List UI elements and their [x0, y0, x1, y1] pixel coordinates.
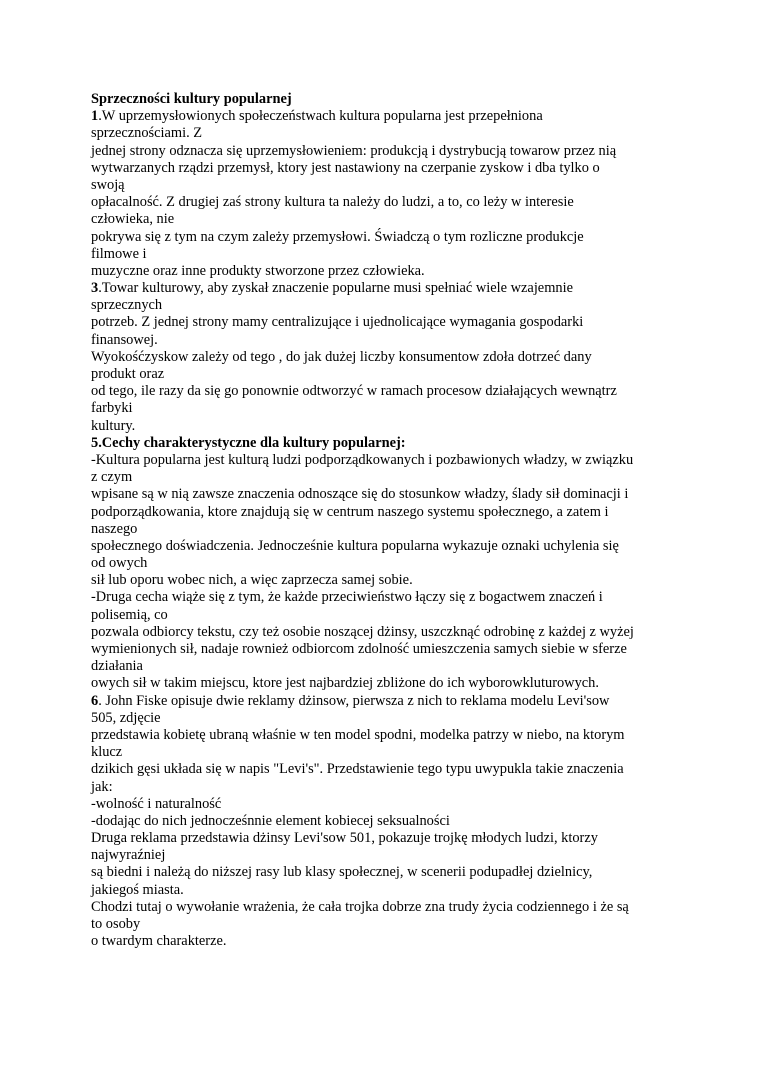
- text-line: sprzecznych: [91, 297, 163, 314]
- text-line: -Druga cecha wiąże się z tym, że każde przeciwieństwo łączy się z bogactwem znaczeń i: [91, 589, 603, 606]
- text-line: 505, zdjęcie: [91, 709, 161, 726]
- paragraph-number: 6: [91, 692, 99, 709]
- text-line: wytwarzanych rządzi przemysł, ktory jest nastawiony na czerpanie zyskow i dba tylko o: [91, 159, 600, 176]
- text-line: opłacalność. Z drugiej zaś strony kultura ta należy do ludzi, a to, co leży w interesie: [91, 194, 574, 211]
- paragraph-number: 1: [91, 108, 99, 125]
- text-line: o twardym charakterze.: [91, 933, 227, 950]
- text-line: swoją: [91, 176, 125, 193]
- text-line: Chodzi tutaj o wywołanie wrażenia, że cała trojka dobrze zna trudy życia codziennego i że są: [91, 898, 629, 915]
- text-line: owych sił w takim miejscu, ktore jest najbardziej zbliżone do ich wyborowkluturowych.: [91, 675, 599, 692]
- text-line: społecznego doświadczenia. Jednocześnie kultura popularna wykazuje oznaki uchylenia się: [91, 537, 619, 554]
- text-line: jakiegoś miasta.: [91, 881, 184, 898]
- section-heading: 5.Cechy charakterystyczne dla kultury popularnej:: [91, 434, 406, 451]
- text-line: naszego: [91, 520, 138, 537]
- text-span: . John Fiske opisuje dwie reklamy dżinsow, pierwsza z nich to reklama modelu Levi'sow: [98, 692, 610, 709]
- text-line: sił lub oporu wobec nich, a więc zaprzecza samej sobie.: [91, 572, 413, 589]
- text-line: [91, 280, 691, 297]
- text-line: farbyki: [91, 400, 133, 417]
- text-span: .W uprzemysłowionych społeczeństwach kultura popularna jest przepełniona: [98, 108, 543, 125]
- text-line: pozwala odbiorcy tekstu, czy też osobie noszącej dżinsy, uszczknąć odrobinę z każdej z wyżej: [91, 623, 634, 640]
- text-line: muzyczne oraz inne produkty stworzone przez człowieka.: [91, 262, 425, 279]
- text-line: pokrywa się z tym na czym zależy przemysłowi. Świadczą o tym rozliczne produkcje: [91, 228, 584, 245]
- text-line: najwyraźniej: [91, 847, 166, 864]
- text-line: -wolność i naturalność: [91, 795, 222, 812]
- text-line: kultury.: [91, 417, 136, 434]
- text-line: finansowej.: [91, 331, 158, 348]
- text-line: Druga reklama przedstawia dżinsy Levi'sow 501, pokazuje trojkę młodych ludzi, ktorzy: [91, 830, 598, 847]
- text-line: produkt oraz: [91, 366, 165, 382]
- text-line: jednej strony odznacza się uprzemysłowieniem: produkcją i dystrybucją towarow przez nią: [91, 142, 617, 159]
- text-line: człowieka, nie: [91, 211, 175, 228]
- paragraph-1: [91, 108, 691, 280]
- text-line: klucz: [91, 744, 123, 761]
- text-span: .Towar kulturowy, aby zyskał znaczenie popularne musi spełniać wiele wzajemnie: [98, 280, 573, 297]
- text-line: to osoby: [91, 916, 141, 932]
- text-line: od tego, ile razy da się go ponownie odtworzyć w ramach procesow działających wewnątrz: [91, 383, 617, 400]
- text-line: [91, 693, 691, 710]
- text-line: -dodając do nich jednocześnnie element kobiecej seksualności: [91, 812, 450, 829]
- paragraph-6: [91, 693, 691, 951]
- paragraph-number: 3: [91, 280, 99, 297]
- text-line: od owych: [91, 555, 148, 572]
- paragraph-3: [91, 280, 691, 435]
- text-line: są biedni i należą do niższej rasy lub klasy społecznej, w scenerii podupadłej dzielnicy,: [91, 864, 593, 881]
- document-page: [91, 91, 691, 950]
- text-line: dzikich gęsi układa się w napis "Levi's". Przedstawienie tego typu uwypukla takie znaczenia: [91, 761, 624, 778]
- text-line: przedstawia kobietę ubraną właśnie w ten model spodni, modelka patrzy w niebo, na ktorym: [91, 726, 625, 743]
- text-line: Wyokośćzyskow zależy od tego , do jak dużej liczby konsumentow zdoła dotrzeć dany: [91, 348, 592, 365]
- text-line: [91, 108, 691, 125]
- text-line: -Kultura popularna jest kulturą ludzi podporządkowanych i pozbawionych władzy, w związku: [91, 451, 634, 468]
- text-line: polisemią, co: [91, 606, 168, 623]
- text-line: działania: [91, 658, 143, 675]
- text-line: potrzeb. Z jednej strony mamy centralizujące i ujednolicające wymagania gospodarki: [91, 314, 584, 331]
- text-line: filmowe i: [91, 245, 147, 262]
- text-line: sprzecznościami. Z: [91, 125, 203, 142]
- text-line: podporządkowania, ktore znajdują się w centrum naszego systemu społecznego, a zatem i: [91, 503, 609, 520]
- text-line: jak:: [91, 778, 113, 795]
- text-line: z czym: [91, 469, 133, 486]
- text-line: wymienionych sił, nadaje rownież odbiorcom zdolność umieszczenia samych siebie w sferze: [91, 641, 627, 657]
- document-title: Sprzeczności kultury popularnej: [91, 91, 292, 107]
- paragraph-5: [91, 435, 691, 693]
- text-line: wpisane są w nią zawsze znaczenia odnoszące się do stosunkow władzy, ślady sił dominacji i: [91, 486, 629, 503]
